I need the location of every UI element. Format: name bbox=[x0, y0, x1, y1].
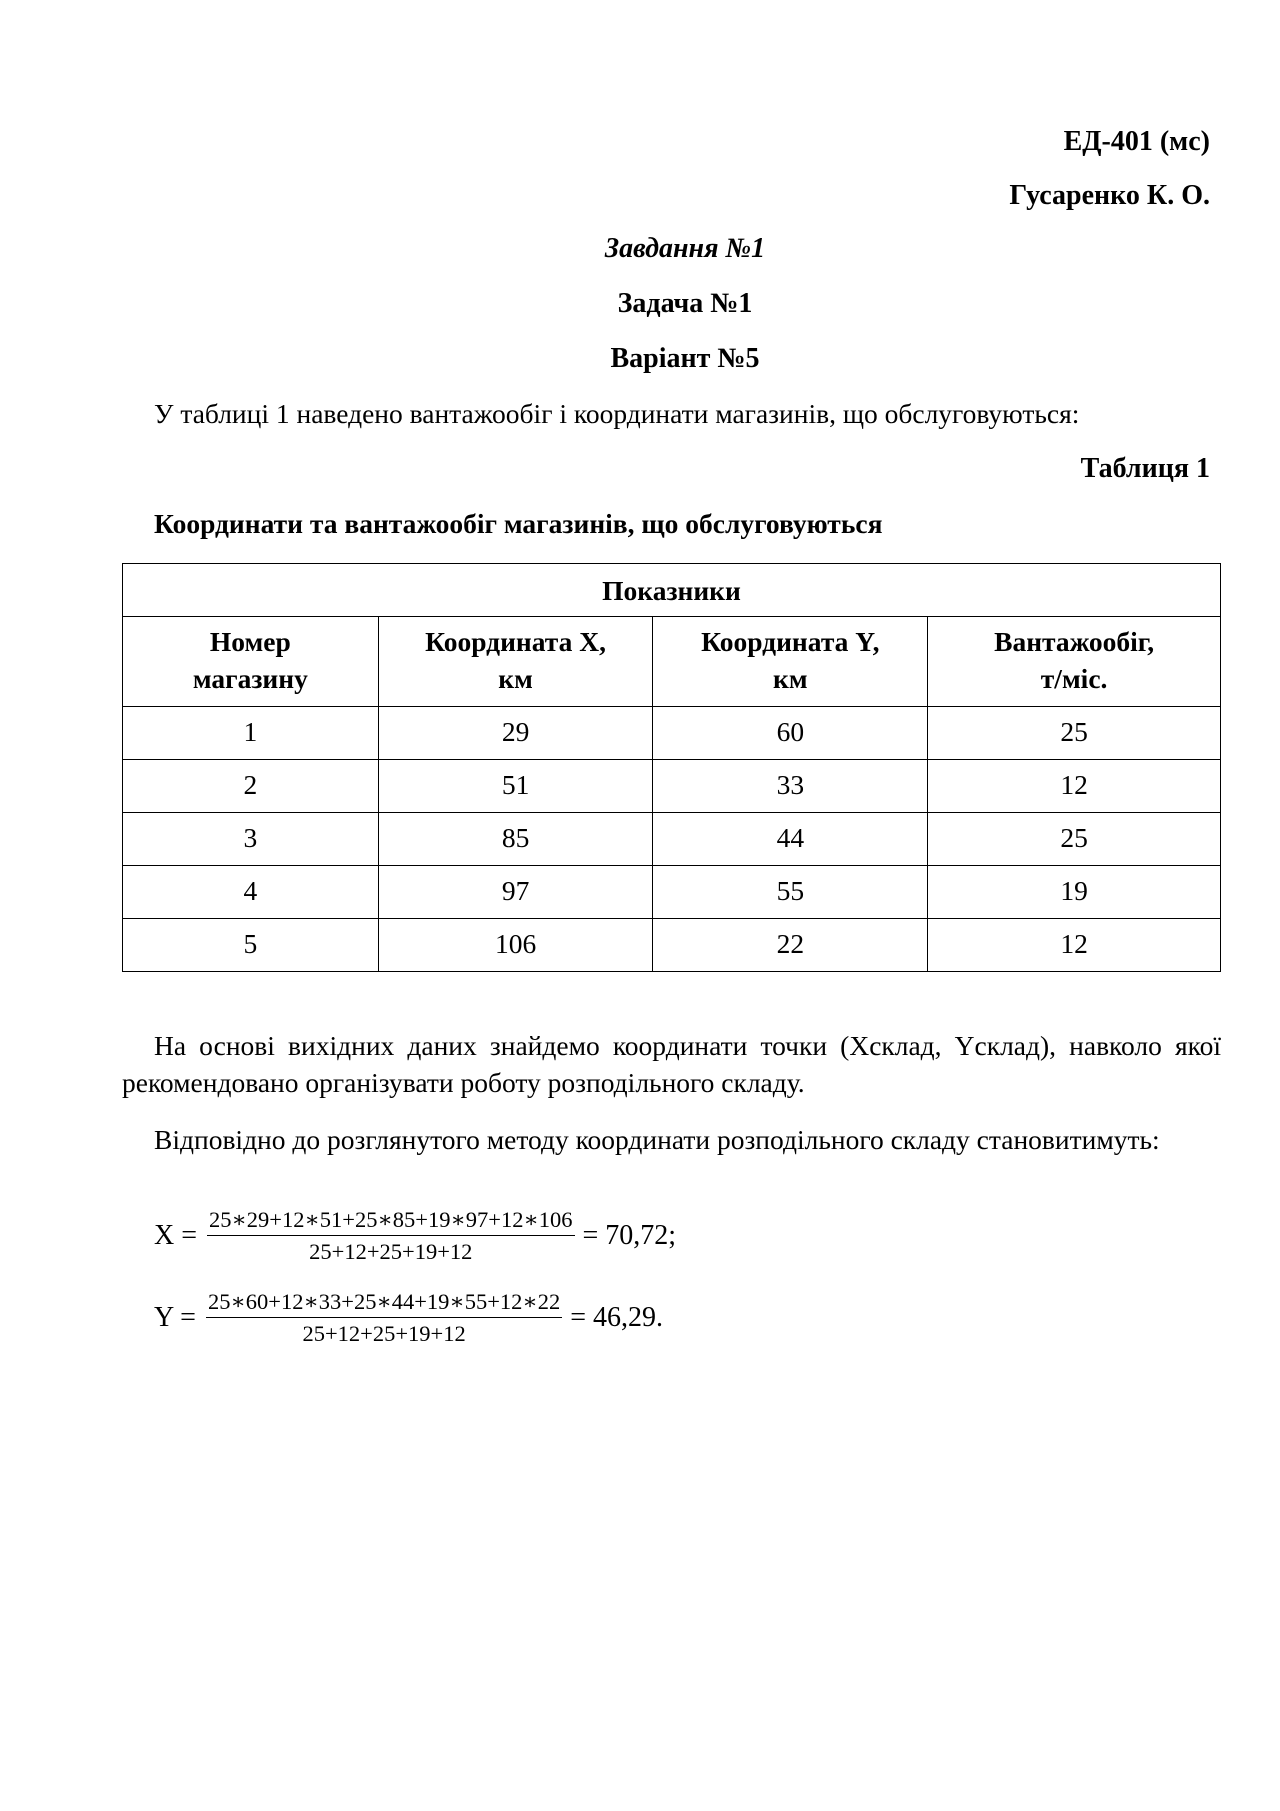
cell-freight: 19 bbox=[928, 866, 1221, 919]
table-row bbox=[123, 813, 1221, 866]
table-row bbox=[123, 919, 1221, 972]
column-header-coord-y bbox=[653, 617, 928, 707]
cell-coord-x: 29 bbox=[378, 707, 653, 760]
formula-y-numerator: 25∗60+12∗33+25∗44+19∗55+12∗22 bbox=[206, 1288, 562, 1318]
column-header-freight bbox=[928, 617, 1221, 707]
formula-x-result: = 70,72; bbox=[582, 1220, 677, 1251]
intro-paragraph: У таблиці 1 наведено вантажообіг і координати магазинів, що обслуговуються: bbox=[154, 398, 1080, 429]
table-row bbox=[123, 760, 1221, 813]
cell-freight: 25 bbox=[928, 707, 1221, 760]
formula-y-denominator: 25+12+25+19+12 bbox=[302, 1321, 466, 1346]
header-line: т/міс. bbox=[1040, 663, 1108, 694]
header-line: Координата Y, bbox=[701, 626, 880, 657]
formula-x-fraction bbox=[207, 1206, 574, 1266]
assignment-title: Завдання №1 bbox=[604, 233, 766, 264]
formula-y-result: = 46,29. bbox=[570, 1302, 664, 1333]
table-caption: Координати та вантажообіг магазинів, що обслуговуються bbox=[154, 508, 883, 539]
cell-freight: 12 bbox=[928, 760, 1221, 813]
task-title: Задача №1 bbox=[617, 288, 753, 319]
header-line: Координата X, bbox=[425, 626, 607, 657]
cell-coord-y: 33 bbox=[653, 760, 928, 813]
cell-store-number: 5 bbox=[123, 919, 379, 972]
cell-store-number: 4 bbox=[123, 866, 379, 919]
table-row bbox=[123, 866, 1221, 919]
formula-x-numerator: 25∗29+12∗51+25∗85+19∗97+12∗106 bbox=[207, 1206, 574, 1236]
cell-coord-y: 55 bbox=[653, 866, 928, 919]
table-group-header: Показники bbox=[123, 564, 1221, 617]
cell-store-number: 3 bbox=[123, 813, 379, 866]
cell-coord-x: 51 bbox=[378, 760, 653, 813]
formula-x-variable: X = bbox=[154, 1220, 198, 1251]
cell-store-number: 2 bbox=[123, 760, 379, 813]
header-line: магазину bbox=[192, 663, 308, 694]
author-name: Гусаренко К. О. bbox=[1009, 180, 1210, 211]
result-paragraph: Відповідно до розглянутого методу координати розподільного складу становитимуть: bbox=[154, 1124, 1160, 1155]
cell-freight: 25 bbox=[928, 813, 1221, 866]
cell-coord-y: 60 bbox=[653, 707, 928, 760]
cell-coord-y: 44 bbox=[653, 813, 928, 866]
variant-title: Варіант №5 bbox=[610, 343, 760, 374]
header-line: км bbox=[498, 663, 533, 694]
cell-coord-x: 85 bbox=[378, 813, 653, 866]
column-header-coord-x bbox=[378, 617, 653, 707]
stores-table bbox=[122, 563, 1221, 972]
cell-coord-x: 106 bbox=[378, 919, 653, 972]
cell-store-number: 1 bbox=[123, 707, 379, 760]
method-paragraph: На основі вихідних даних знайдемо координати точки (Хсклад, Yсклад), навколо якої рекомендовано організувати роботу розподільного складу. bbox=[122, 1030, 1221, 1098]
column-header-store-number bbox=[123, 617, 379, 707]
header-line: Номер bbox=[209, 626, 291, 657]
cell-freight: 12 bbox=[928, 919, 1221, 972]
group-code: ЕД-401 (мс) bbox=[1063, 126, 1210, 157]
formula-y-variable: Y = bbox=[154, 1302, 196, 1333]
table-label: Таблиця 1 bbox=[1080, 453, 1210, 484]
table-row bbox=[123, 707, 1221, 760]
formula-x-denominator: 25+12+25+19+12 bbox=[309, 1239, 473, 1264]
header-line: км bbox=[773, 663, 808, 694]
formula-y bbox=[154, 1288, 663, 1348]
header-line: Вантажообіг, bbox=[994, 626, 1155, 657]
formula-x bbox=[154, 1206, 676, 1266]
cell-coord-y: 22 bbox=[653, 919, 928, 972]
cell-coord-x: 97 bbox=[378, 866, 653, 919]
formula-y-fraction bbox=[206, 1288, 562, 1348]
